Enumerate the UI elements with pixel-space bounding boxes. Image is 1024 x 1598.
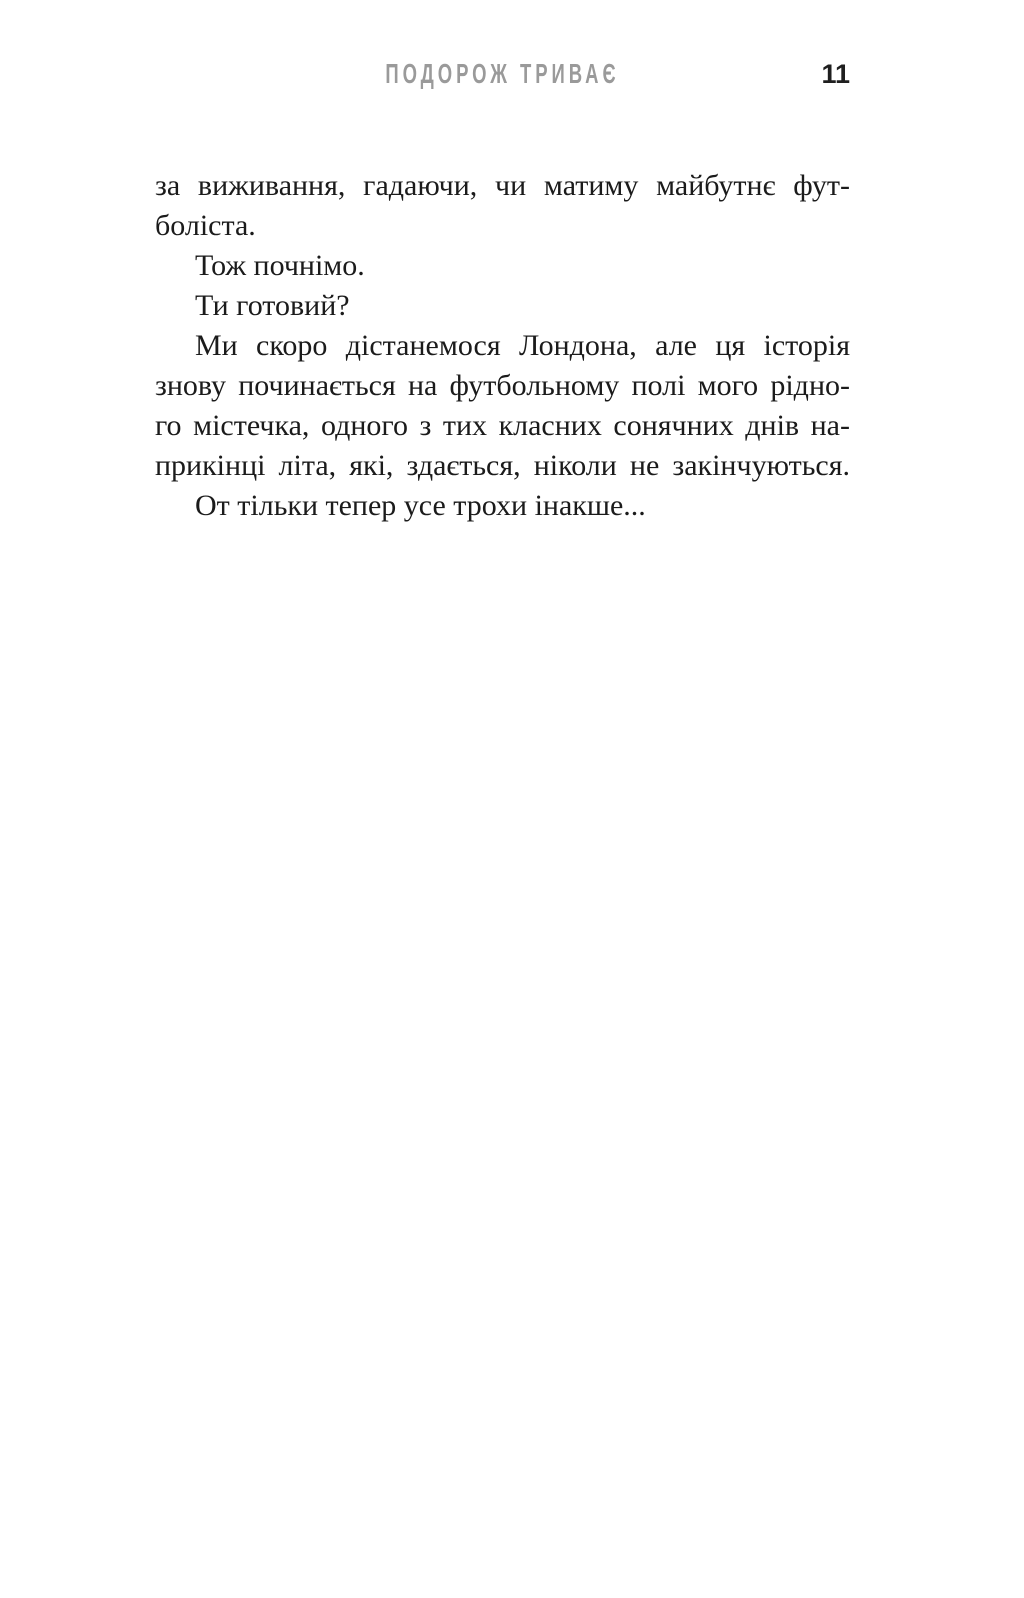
text-line: От тільки тепер усе трохи інакше... xyxy=(195,489,646,522)
text-line: прикінці літа, які, здається, ніколи не закінчуються. xyxy=(155,449,850,482)
text-line: боліста. xyxy=(155,209,256,242)
running-head xyxy=(155,54,850,94)
text-line: Ми скоро дістанемося Лондона, але ця історія xyxy=(195,329,850,362)
text-line: го містечка, одного з тих класних сонячних днів на- xyxy=(155,409,850,442)
text-line: знову починається на футбольному полі мого рідно- xyxy=(155,369,850,402)
page-number: 11 xyxy=(821,59,850,89)
text-line: за виживання, гадаючи, чи матиму майбутнє фут- xyxy=(155,169,850,202)
running-title: ПОДОРОЖ ТРИВАЄ xyxy=(385,58,620,89)
body-text xyxy=(155,166,850,526)
text-line: Тож почнімо. xyxy=(195,249,365,282)
text-line: Ти готовий? xyxy=(195,289,350,322)
